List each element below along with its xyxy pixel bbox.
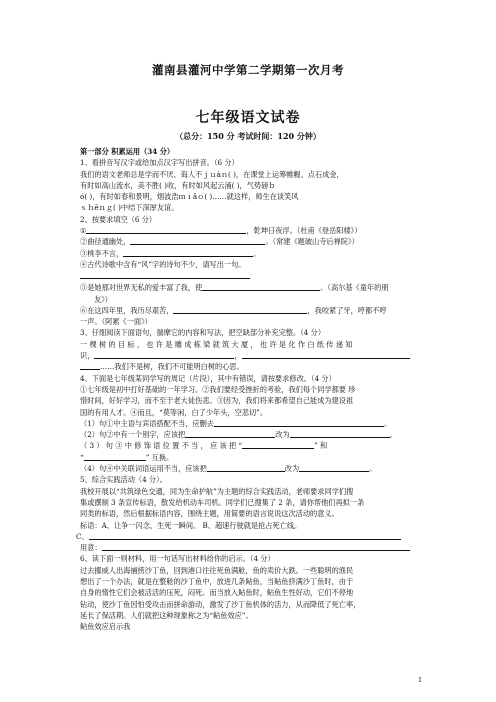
paragraph-line: 过去挪威人出海捕捞沙丁鱼，回到港口往往死鱼满舱，鱼的卖价大跌。一些聪明的渔民 [80, 565, 354, 575]
question-1-title: 1、看拼音写汉字或给加点汉字写出拼音。（6 分） [80, 158, 239, 168]
fill-line [80, 440, 416, 451]
text-segment: ⑤是她那对世界无私的爱丰富了我，使 [80, 283, 203, 293]
answer-blank[interactable] [102, 542, 410, 551]
text-segment: ③桃李不言， [80, 248, 124, 258]
school-title: 灌南县灌河中学第二学期第一次月考 [152, 63, 344, 77]
subject-title: 七年级语文试卷 [195, 110, 301, 126]
text-segment: （ 3 ） 句 ③ 中 修 饰 语 位 置 不 当 ， 应 该 把 “ [80, 441, 243, 451]
answer-line[interactable] [80, 270, 250, 279]
answer-blank[interactable] [84, 452, 146, 461]
text-segment: 。 [389, 430, 397, 440]
text-segment: 。 [369, 464, 377, 474]
answer-blank[interactable] [290, 429, 390, 438]
text-segment: ” 和 [314, 441, 328, 451]
answer-blank[interactable] [242, 350, 410, 359]
question-3-title: 3、仔细阅读下面语句，揣摩它的内容和写法，把空缺部分补充完整。（4 分） [80, 328, 326, 338]
text-segment: ， [234, 351, 242, 361]
text-segment: ” 互换。 [145, 452, 174, 462]
text-segment: ① [80, 226, 87, 236]
text-segment: （1）句①中主语与宾语搭配不当，应删去 [80, 418, 214, 428]
fill-line [76, 531, 416, 542]
answer-blank[interactable] [94, 350, 234, 359]
paragraph-line: 自身的惰性它们会被活活的压死，闷死。而当放入鲇鱼时，鲇鱼生性好动，它们不停地 [80, 588, 354, 598]
text-segment: （4）句④中关联词语运用不当，应该把 [80, 464, 207, 474]
fill-line [80, 361, 416, 372]
paragraph-line: 有时如高山流水，美不胜( )收，有时如风起云涌( )，气势磅ｂ [80, 180, 276, 190]
answer-blank[interactable] [173, 305, 307, 314]
text-segment: 识， [80, 351, 95, 361]
answer-blank[interactable] [299, 463, 369, 472]
text-segment: ……我们不是树，我们不可能明白树的心思。 [100, 362, 244, 372]
fill-line [80, 452, 416, 463]
text-segment: ，我咬紧了牙，哼都不哼 [307, 305, 387, 315]
question-6-title: 6、读下面一则材料，用一句话写出材料给你的启示。（4 分） [80, 554, 275, 564]
text-segment: 。（常建《题破山寺后禅院》） [265, 237, 359, 247]
answer-blank[interactable] [185, 429, 275, 438]
question-4-title: 4、下面是七年级某同学写的周记（片段），其中有错误，请按要求修改。（4 分） [80, 373, 336, 383]
paragraph-line: ｓｈēｎｇ( )中结下深厚友谊。 [80, 203, 179, 213]
answer-blank[interactable] [214, 418, 384, 427]
paragraph-line: 一 棵 树 的 目 标 ， 也 许 是 雕 成 栋 梁 就 筑 大 厦 ， 也 许 是 化 作 白 纸 传 递 知 [80, 339, 353, 349]
fill-line [80, 429, 416, 440]
text-segment: 。 [253, 248, 261, 258]
fill-line [80, 418, 416, 429]
exam-content [76, 146, 416, 632]
paragraph-line: 集或撰制 3 条宣传标语，散发给机动车司机。同学们已搜集了 2 条，请你帮他们再拟一条 [80, 497, 365, 507]
text-segment: ⑥在这四年里，我历尽艰苦， [80, 305, 174, 315]
fill-line [80, 542, 416, 553]
paragraph-line: 想出了一个办法，就是在整舱的沙丁鱼中，放进几条鲇鱼，当鲇鱼挤满沙丁鱼时，由于 [80, 576, 354, 586]
paragraph-line: 钻动，使沙丁鱼因怕受攻击而拼命游动，激发了沙丁鱼机体的活力，从而降低了死亡率， [80, 599, 361, 609]
text-segment: 用意： [80, 543, 102, 553]
paragraph-line: ④古代诗歌中含有“风”字的诗句不少，请写出一句。 [80, 259, 246, 269]
answer-blank[interactable] [242, 440, 314, 449]
paragraph-line: ó( )，有时如春和景明，烟波浩ｍｉǎｏ( )……就这样，师生在谈笑风 [80, 192, 299, 202]
text-segment: ②曲径通幽处， [80, 237, 131, 247]
text-segment: “ [80, 452, 84, 462]
paragraph-line: 同类的标语，然后根据标语内容，围绕主题，用简要的语言说说这次活动的意义。 [80, 509, 339, 519]
answer-blank[interactable] [86, 225, 246, 234]
paragraph-line: 鲇鱼效应启示我 [80, 622, 131, 632]
section-heading: 第一部分 积累运用（34 分） [80, 147, 175, 156]
fill-line [80, 248, 416, 259]
answer-blank[interactable] [123, 248, 253, 257]
text-segment: ，乾坤日夜浮。（杜甫《登岳阳楼》） [246, 226, 362, 236]
paragraph-line: 我们的语文老师总是学而不厌、诲人不ｊｕàｎ( )，在课堂上运筹帷幄、点石成金， [80, 169, 344, 179]
text-segment: （2）句②中有一个别字，应该把 [80, 430, 186, 440]
fill-line [80, 236, 416, 247]
text-segment: 。（高尔基《童年的朋 [320, 283, 389, 293]
paragraph-line: 延长了保活期。人们就把这种现象称之为“鲇鱼效应”。 [80, 610, 253, 620]
answer-blank[interactable] [89, 531, 401, 540]
paragraph-line: ①七年级是初中打好基础的一年学习。②我们要经受挫折的考验，我们每个同学都要 珍 [80, 384, 356, 394]
paragraph-line: 友》） [94, 294, 112, 304]
answer-blank[interactable] [207, 463, 285, 472]
fill-line [80, 225, 416, 236]
exam-info: （总分：150 分 考试时间：120 分钟） [175, 131, 321, 141]
text-segment: 改为 [275, 430, 290, 440]
text-segment: C、 [76, 531, 89, 541]
paragraph-line: 惜时间，好好学习，而不至于老大徒伤悲。③因为，我们将来都希望自己能成为建设祖 [80, 396, 354, 406]
question-5-title: 5、综合实践活动（4 分）。 [80, 475, 167, 485]
text-segment: 改为 [284, 464, 300, 474]
answer-blank[interactable] [202, 282, 320, 291]
fill-line [80, 282, 416, 293]
fill-line [80, 463, 416, 474]
paragraph-line: 国的有用人才。④而且，“莫等闲，白了少年头，空悲切”。 [80, 407, 268, 417]
page-number: 1 [418, 676, 423, 684]
answer-blank[interactable] [130, 236, 265, 245]
answer-blank[interactable] [80, 361, 100, 370]
paragraph-line: 我校开展以“共筑绿色交通，同为生命护航”为主题的综合实践活动，老师要求同学们搜 [80, 486, 354, 496]
paragraph-line: 一声。（阿累《一面》） [80, 317, 152, 327]
text-segment: 。 [383, 418, 392, 428]
fill-line [80, 350, 416, 361]
paragraph-line: 标语：A、让争一闪念，生死一瞬间。 B、超速行驶就是抢占死亡线。 [80, 520, 302, 530]
question-2-title: 2、按要求填空（6 分） [80, 214, 157, 224]
fill-line [80, 305, 416, 316]
